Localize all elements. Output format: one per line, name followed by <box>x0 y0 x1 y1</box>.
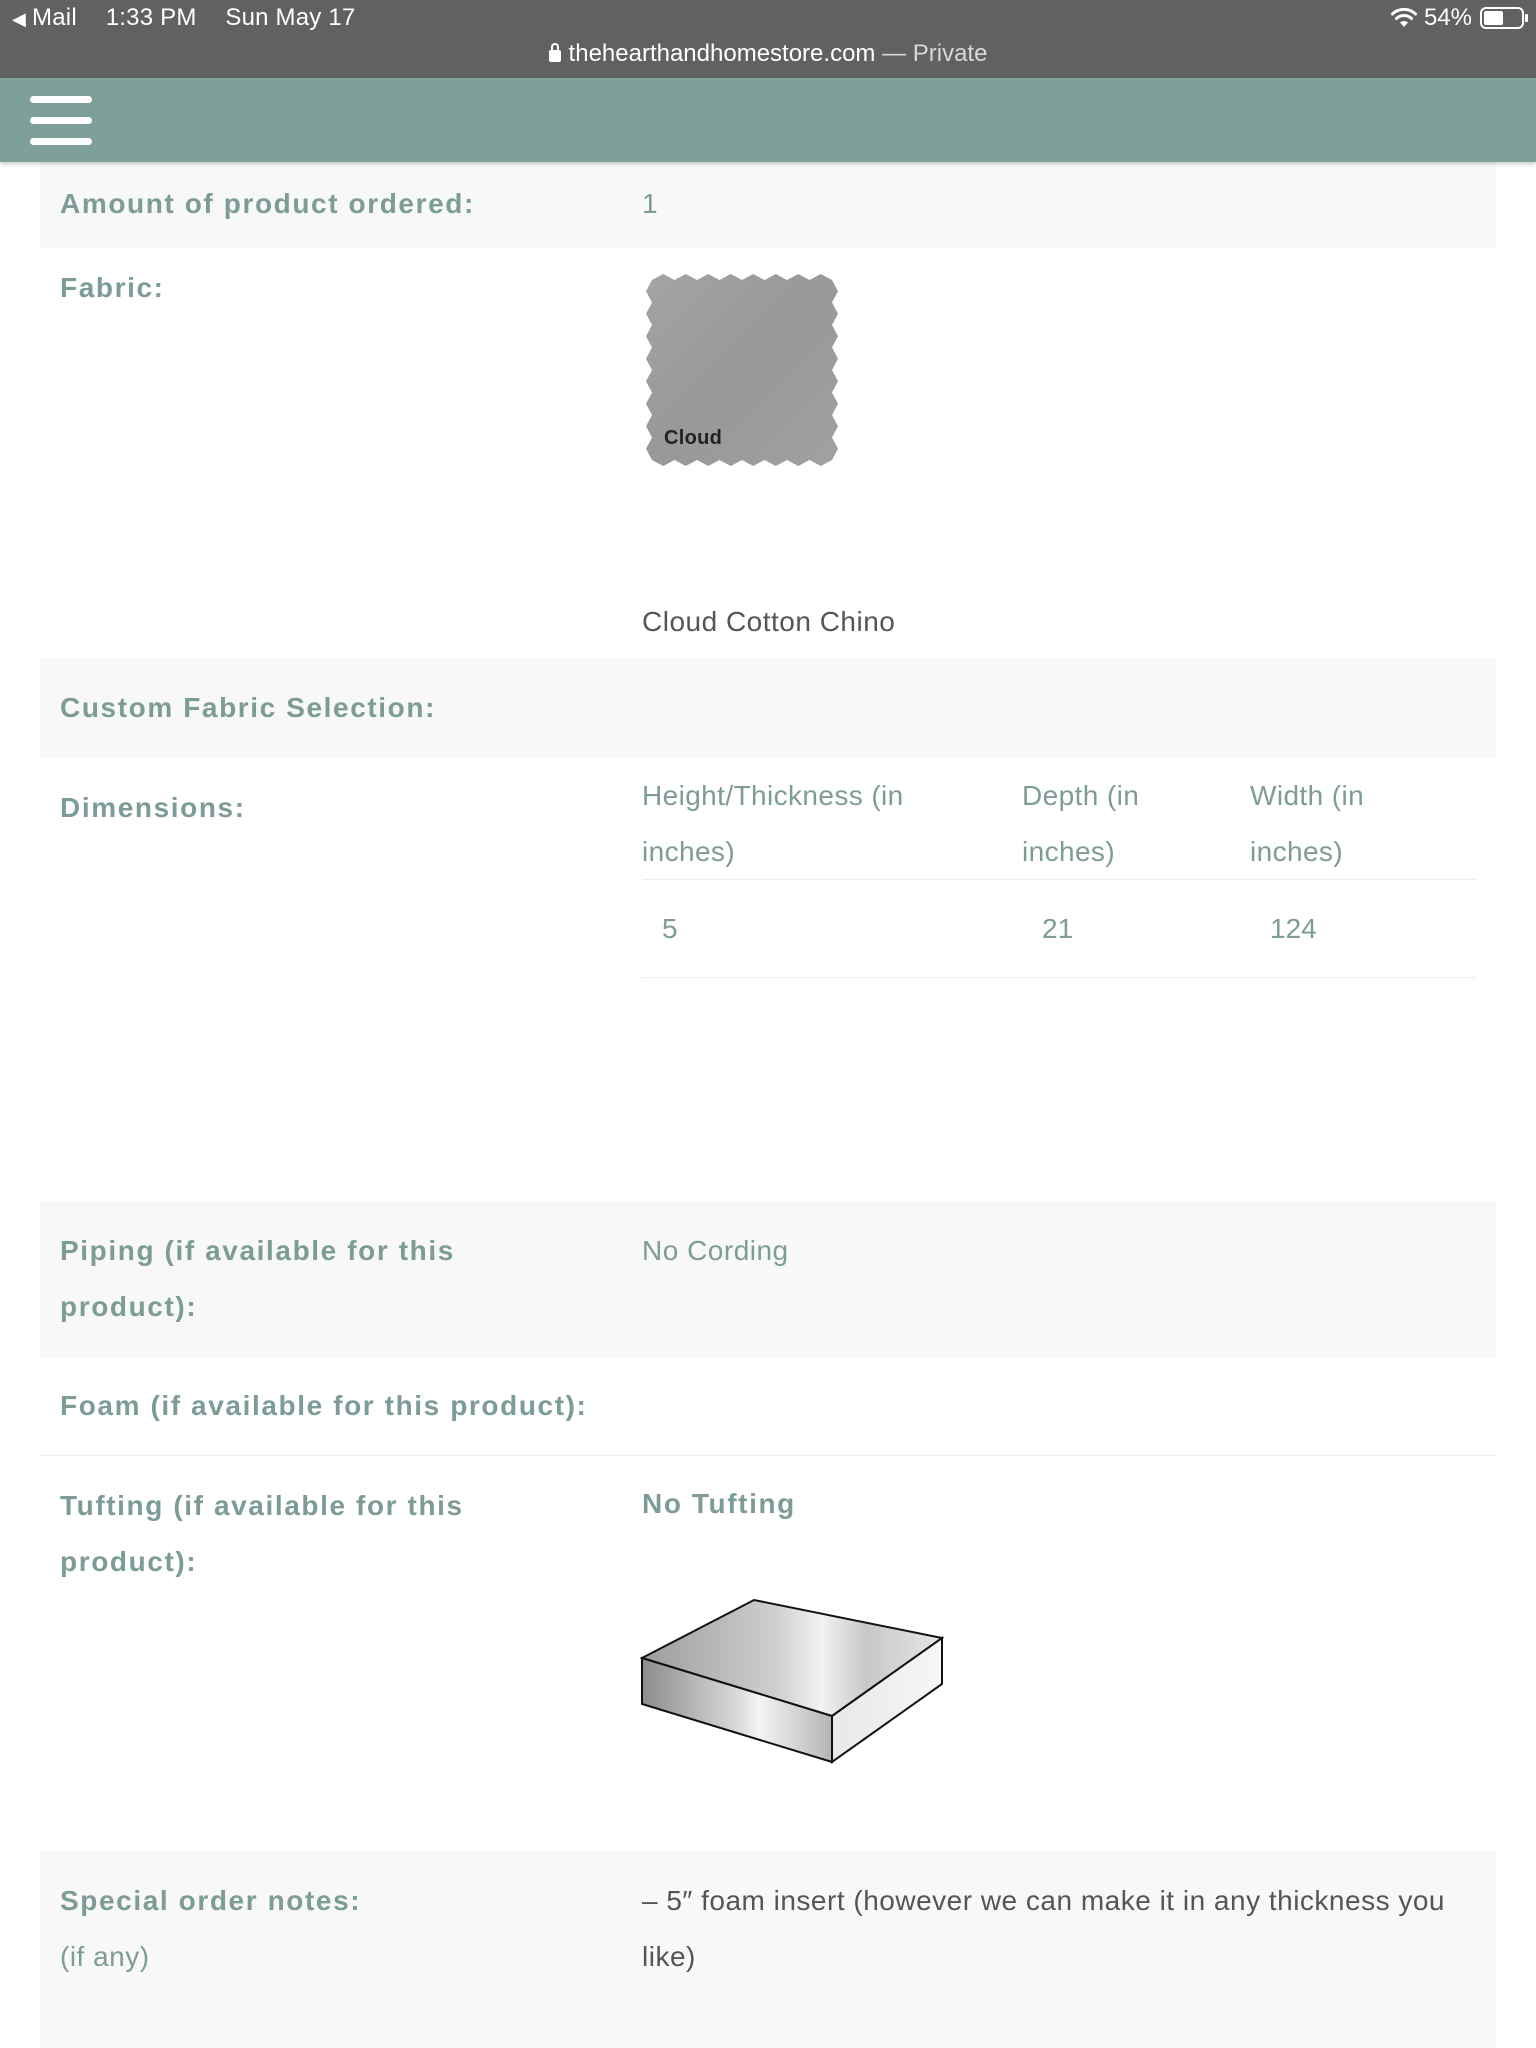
depth-value: 21 <box>1042 913 1074 944</box>
status-date: Sun May 17 <box>225 4 356 31</box>
notes-label-wrap <box>60 1873 620 1985</box>
foam-block-image <box>640 1592 944 1769</box>
site-header <box>0 78 1536 162</box>
battery-percent: 54% <box>1423 4 1472 31</box>
swatch-label: Cloud <box>664 427 723 449</box>
back-app-label[interactable]: Mail <box>32 4 77 31</box>
url-separator: — <box>875 40 913 67</box>
custom-fabric-label: Custom Fabric Selection: <box>60 692 437 723</box>
row-amount <box>40 162 1496 248</box>
status-right <box>1390 4 1524 32</box>
row-dimensions <box>40 758 1496 1201</box>
width-header: Width (in inches) <box>1250 780 1365 867</box>
row-foam <box>40 1358 1496 1456</box>
address-bar[interactable] <box>0 40 1536 68</box>
tufting-label: Tufting (if available for this product): <box>60 1490 464 1577</box>
piping-value: No Cording <box>642 1235 789 1266</box>
piping-label: Piping (if available for this product): <box>60 1235 455 1322</box>
fabric-name: Cloud Cotton Chino <box>642 606 896 637</box>
hamburger-menu-icon[interactable] <box>30 96 92 146</box>
notes-value: – 5″ foam insert (however we can make it in any thickness you like) <box>642 1885 1445 1972</box>
battery-icon <box>1480 7 1524 29</box>
foam-label: Foam (if available for this product): <box>60 1390 588 1421</box>
url-domain: thehearthandhomestore.com <box>568 40 876 67</box>
battery-fill <box>1484 11 1503 25</box>
row-special-notes <box>40 1851 1496 2048</box>
lock-icon <box>549 50 561 62</box>
wifi-icon <box>1390 7 1418 29</box>
notes-label: Special order notes: <box>60 1885 362 1916</box>
dimensions-value-row <box>642 880 1476 978</box>
amount-value: 1 <box>642 188 659 219</box>
depth-header: Depth (in inches) <box>1022 780 1140 867</box>
height-value: 5 <box>662 913 678 944</box>
dimensions-table <box>642 768 1476 978</box>
status-bar <box>0 0 1536 78</box>
dimensions-label: Dimensions: <box>60 792 246 823</box>
row-custom-fabric <box>40 658 1496 758</box>
row-piping <box>40 1201 1496 1358</box>
tufting-value: No Tufting <box>642 1488 796 1519</box>
foam-block-shape <box>640 1592 944 1764</box>
private-mode-label: Private <box>912 40 988 67</box>
fabric-swatch-image <box>646 274 838 466</box>
height-header: Height/Thickness (in inches) <box>642 780 904 867</box>
status-left <box>12 4 377 32</box>
status-time: 1:33 PM <box>105 4 197 31</box>
back-arrow-icon[interactable]: ◀ <box>12 9 27 29</box>
amount-label: Amount of product ordered: <box>60 188 475 219</box>
fabric-label: Fabric: <box>60 272 165 303</box>
notes-sublabel: (if any) <box>60 1941 150 1972</box>
width-value: 124 <box>1270 913 1317 944</box>
dimensions-header-row <box>642 768 1476 880</box>
